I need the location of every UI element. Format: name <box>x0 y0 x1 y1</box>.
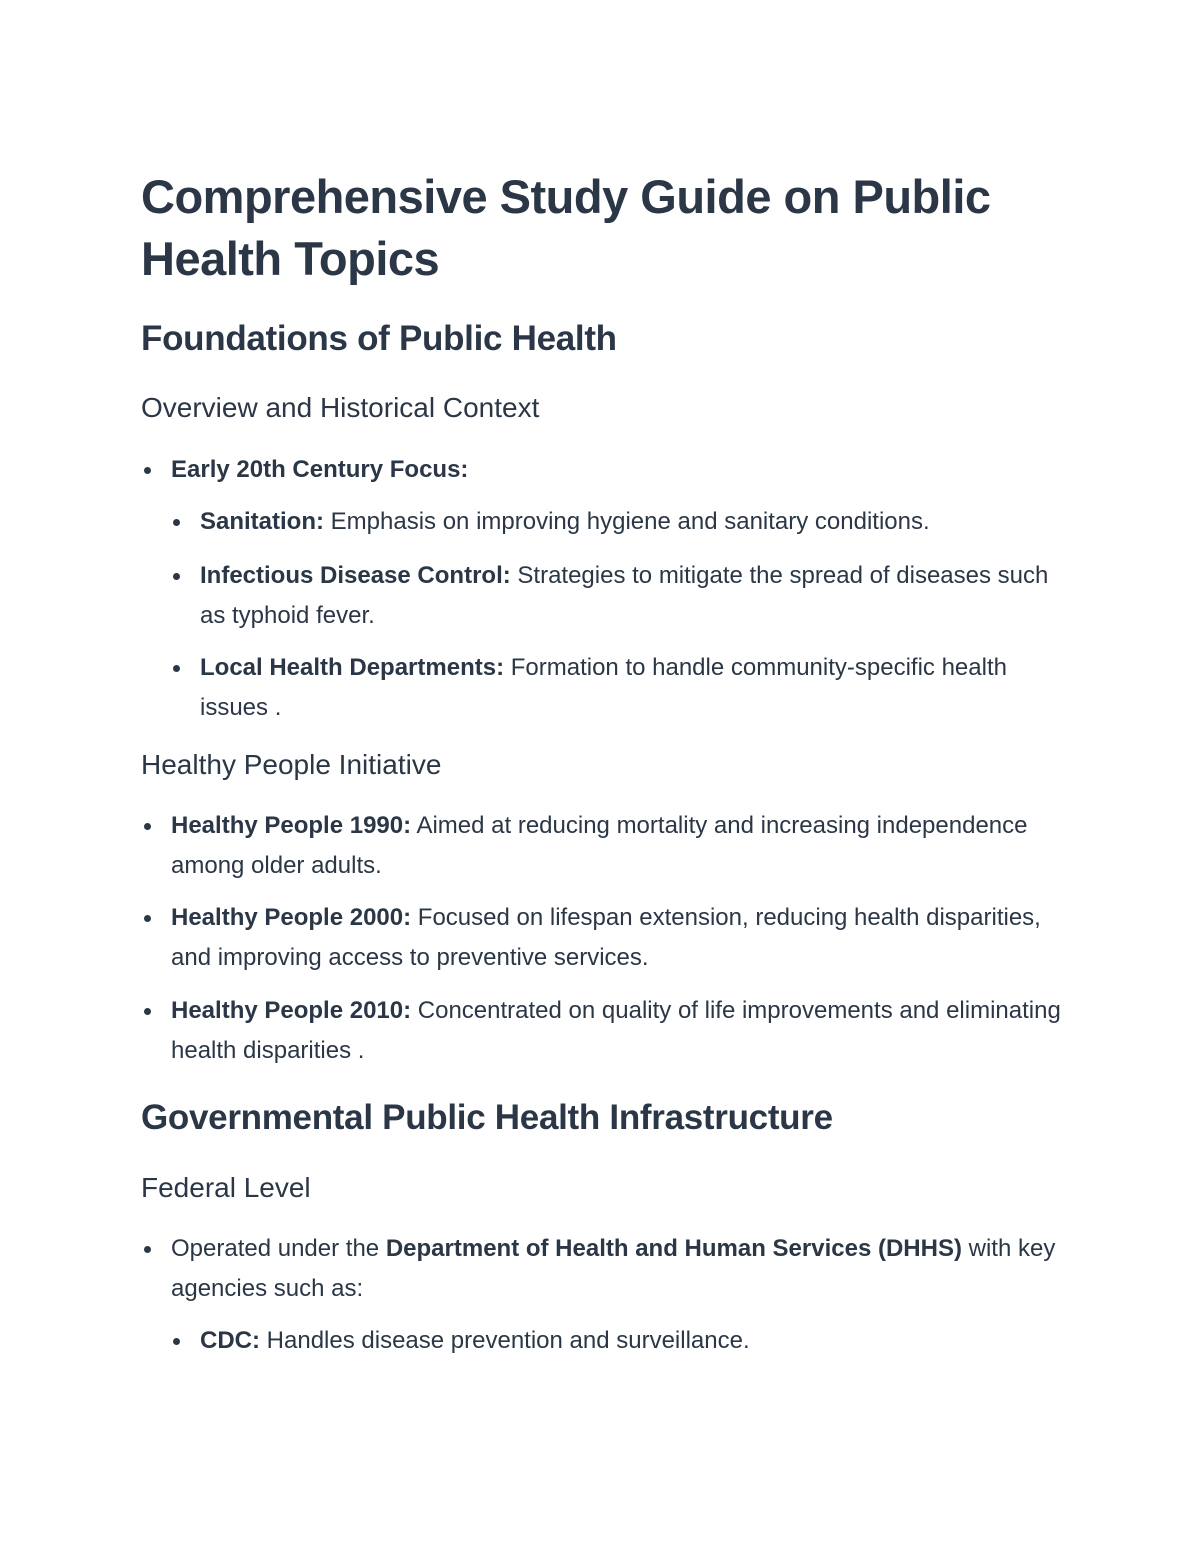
item-text: Concentrated on quality of life improvements and eliminating health disparities . <box>171 997 1061 1064</box>
list-item <box>171 991 1071 1071</box>
item-text: Strategies to mitigate the spread of diseases such as typhoid fever. <box>200 562 1049 629</box>
document-title: Comprehensive Study Guide on Public Health Topics <box>141 170 991 285</box>
list-item <box>200 502 1070 542</box>
subsection-heading-healthy-people: Healthy People Initiative <box>141 749 442 780</box>
item-text: Focused on lifespan extension, reducing health disparities, and improving access to preventive services. <box>171 904 1041 971</box>
bullet-icon <box>144 1246 151 1253</box>
bullet-icon <box>144 823 151 830</box>
section-heading-foundations: Foundations of Public Health <box>141 319 617 358</box>
item-text: with key agencies such as: <box>171 1235 1056 1302</box>
item-bold-label: Department of Health and Human Services (DHHS) <box>385 1235 962 1262</box>
item-pre-text: Operated under the <box>171 1235 386 1262</box>
list-item <box>200 648 1070 728</box>
bullet-icon <box>173 1338 180 1345</box>
list-item <box>171 450 1071 490</box>
list-item <box>171 806 1071 886</box>
bullet-icon <box>144 915 151 922</box>
item-text: Handles disease prevention and surveillance. <box>260 1327 750 1354</box>
item-text: Aimed at reducing mortality and increasing independence among older adults. <box>171 812 1028 879</box>
item-bold-label: Infectious Disease Control: <box>200 562 511 589</box>
item-bold-label: Healthy People 1990: <box>171 812 412 839</box>
section-heading-governmental: Governmental Public Health Infrastructure <box>141 1098 833 1137</box>
item-bold-label: Healthy People 2010: <box>171 997 412 1024</box>
bullet-icon <box>173 573 180 580</box>
list-item <box>200 1321 1070 1361</box>
bullet-icon <box>144 467 151 474</box>
subsection-heading-federal: Federal Level <box>141 1172 311 1203</box>
bullet-icon <box>173 519 180 526</box>
bullet-icon <box>144 1008 151 1015</box>
item-text: Formation to handle community-specific health issues . <box>200 654 1007 721</box>
item-text: Emphasis on improving hygiene and sanitary conditions. <box>324 508 930 535</box>
item-bold-label: Local Health Departments: <box>200 654 505 681</box>
item-bold-label: Early 20th Century Focus: <box>171 456 469 483</box>
bullet-icon <box>173 665 180 672</box>
list-item <box>200 556 1070 636</box>
item-bold-label: Healthy People 2000: <box>171 904 412 931</box>
item-bold-label: Sanitation: <box>200 508 324 535</box>
list-item <box>171 898 1071 978</box>
list-item <box>171 1229 1071 1309</box>
item-bold-label: CDC: <box>200 1327 260 1354</box>
subsection-heading-overview: Overview and Historical Context <box>141 392 540 423</box>
